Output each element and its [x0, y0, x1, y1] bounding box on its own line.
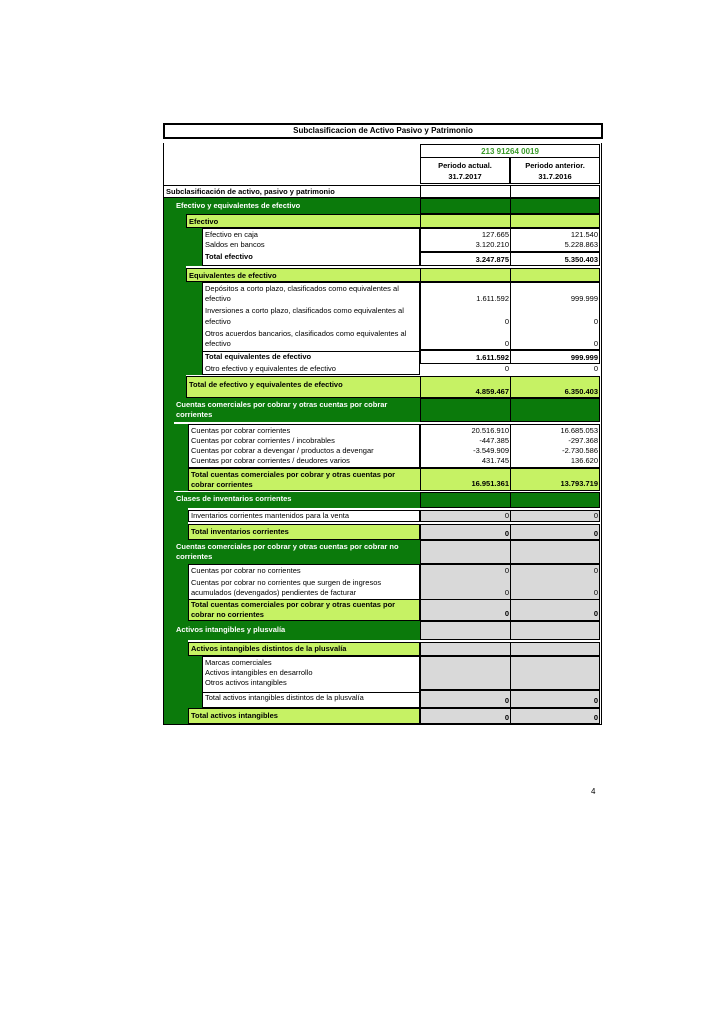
efe-title-cell-a	[420, 198, 511, 214]
ccc-row-0-a: 20.516.910	[471, 426, 509, 435]
ccc-row-1-label: Cuentas por cobrar corrientes / incobrables	[191, 436, 335, 445]
intang-title-cell-a	[420, 621, 511, 640]
equiv-inv-label-2: efectivo	[205, 317, 231, 326]
intang-items-cell-a	[420, 656, 511, 690]
ccc-total-a: 16.951.361	[471, 479, 509, 488]
equiv-otro-label: Otro efectivo y equivalentes de efectivo	[205, 364, 336, 373]
equiv-green-bar	[186, 282, 202, 375]
efe-total-b: 6.350.403	[564, 387, 598, 396]
intang-sub-title-cell-a	[420, 642, 511, 656]
ccc-total-line-2: cobrar corrientes	[191, 480, 253, 489]
efectivo-green-bar	[186, 228, 202, 266]
inv-green-bar	[174, 508, 188, 540]
inv-title: Clases de inventarios corrientes	[174, 492, 600, 508]
efectivo-bancos-b: 5.228.863	[564, 240, 598, 249]
ccnc-title-cell-a	[420, 540, 511, 564]
ccnc-total	[188, 599, 420, 621]
equiv-dep-label-1: Depósitos a corto plazo, clasificados como equivalentes al	[205, 284, 399, 293]
column-header	[420, 144, 600, 184]
ccnc-title-cell-b	[510, 540, 600, 564]
ccnc-row2-label-1: Cuentas por cobrar no corrientes que surgen de ingresos	[191, 578, 382, 587]
equiv-otro-b: 0	[593, 364, 598, 373]
intang-sub-title: Activos intangibles distintos de la plusvalía	[188, 642, 420, 656]
ccnc-title	[174, 540, 420, 564]
inv-title-cell-b	[510, 492, 600, 508]
efectivo-total-b: 5.350.403	[564, 255, 598, 264]
page-number: 4	[591, 787, 596, 796]
efectivo-total-a: 3.247.875	[475, 255, 509, 264]
intang-total-b: 0	[593, 713, 598, 722]
efectivo-total-label: Total efectivo	[205, 252, 253, 261]
current-period-label: Periodo actual.	[438, 161, 492, 170]
ccnc-row2-label-2: acumulados (devengados) pendientes de facturar	[191, 588, 357, 597]
equiv-inv-label-1: Inversiones a corto plazo, clasificados como equivalentes al	[205, 306, 404, 315]
intang-total-a: 0	[504, 713, 509, 722]
intang-items-cell-b	[510, 656, 600, 690]
ccnc-row1-b: 0	[593, 566, 598, 575]
ccnc-total-line-2: cobrar no corrientes	[191, 610, 264, 619]
ccc-row-2-b: -2.730.586	[562, 446, 598, 455]
ccc-total-line-1: Total cuentas comerciales por cobrar y otras cuentas por	[191, 470, 396, 479]
intang-green-bar	[174, 640, 188, 724]
ccc-title-line-2: corrientes	[176, 410, 213, 419]
intang-title-cell-b	[510, 621, 600, 640]
previous-period-date: 31.7.2016	[538, 172, 572, 181]
inv-total-label: Total inventarios corrientes	[188, 524, 420, 540]
equiv-otr-label-1: Otros acuerdos bancarios, clasificados como equivalentes al	[205, 329, 407, 338]
ccnc-row2-a: 0	[504, 588, 509, 597]
outer-green-bar	[164, 198, 174, 724]
equiv-inv-b: 0	[593, 317, 598, 326]
ccnc-row1-label: Cuentas por cobrar no corrientes	[191, 566, 301, 575]
efectivo-bancos-a: 3.120.210	[475, 240, 509, 249]
equiv-inv-a: 0	[504, 317, 509, 326]
equiv-total-a: 1.611.592	[476, 353, 509, 362]
equiv-total-label: Total equivalentes de efectivo	[203, 351, 419, 362]
ccc-total-b: 13.793.719	[560, 479, 598, 488]
ccnc-row2-b: 0	[593, 588, 598, 597]
efe-total-label: Total de efectivo y equivalentes de efectivo	[186, 376, 600, 398]
intang-sub-title-cell-b	[510, 642, 600, 656]
equiv-otro-a: 0	[504, 364, 509, 373]
efe-green-bar	[174, 214, 186, 398]
equiv-otr-b: 0	[593, 339, 598, 348]
ccc-row-1-a: -447.385	[479, 436, 509, 445]
intang-item-2: Otros activos intangibles	[205, 678, 287, 687]
ccc-row-3-b: 136.620	[570, 456, 598, 465]
entity-id: 213 91264 0019	[420, 144, 600, 158]
equiv-dep-a: 1.611.592	[476, 294, 509, 303]
ccc-title-cell-a	[420, 398, 511, 422]
previous-period-header	[510, 158, 600, 184]
ccc-title-line-1: Cuentas comerciales por cobrar y otras cuentas por cobrar	[176, 400, 388, 409]
efe-total-a: 4.859.467	[475, 387, 509, 396]
ccc-row-3-label: Cuentas por cobrar corrientes / deudores varios	[191, 456, 350, 465]
inv-row-b: 0	[593, 511, 598, 520]
equiv-total-b: 999.999	[570, 353, 598, 362]
inv-row-label: Inventarios corrientes mantenidos para la venta	[188, 510, 420, 522]
ccc-row-3-a: 431.745	[481, 456, 509, 465]
ccc-row-0-label: Cuentas por cobrar corrientes	[191, 426, 291, 435]
ccc-row-2-a: -3.549.909	[473, 446, 509, 455]
equiv-title: Equivalentes de efectivo	[186, 268, 600, 282]
ccnc-title-line-1: Cuentas comerciales por cobrar y otras cuentas por cobrar no	[176, 542, 399, 551]
report-title: Subclasificacion de Activo Pasivo y Patrimonio	[163, 123, 603, 139]
section-title-cell-b	[510, 185, 600, 198]
ccc-row-0-b: 16.685.053	[560, 426, 598, 435]
intang-sub-total-a: 0	[504, 696, 509, 705]
efectivo-caja-b: 121.540	[570, 230, 598, 239]
inv-title-cell-a	[420, 492, 511, 508]
section-title: Subclasificación de activo, pasivo y patrimonio	[164, 185, 420, 198]
intang-title: Activos intangibles y plusvalía	[174, 621, 600, 640]
inv-total-a: 0	[504, 529, 509, 538]
ccnc-title-line-2: corrientes	[176, 552, 213, 561]
inv-total-b: 0	[593, 529, 598, 538]
current-period-header	[420, 158, 510, 184]
efectivo-title: Efectivo	[186, 214, 600, 228]
ccc-green-bar	[174, 424, 188, 491]
efectivo-caja-a: 127.665	[481, 230, 509, 239]
ccc-row-1-b: -297.368	[568, 436, 598, 445]
efectivo-caja-label: Efectivo en caja	[205, 230, 258, 239]
intang-item-1: Activos intangibles en desarrollo	[205, 668, 313, 677]
equiv-otr-label-2: efectivo	[205, 339, 231, 348]
equiv-otr-a: 0	[504, 339, 509, 348]
ccnc-total-b: 0	[593, 609, 598, 618]
ccc-title-cell-b	[510, 398, 600, 422]
ccnc-green-bar	[174, 564, 188, 621]
ccnc-row1-a: 0	[504, 566, 509, 575]
equiv-dep-label-2: efectivo	[205, 294, 231, 303]
intang-sub-green-bar	[188, 656, 202, 708]
efe-title: Efectivo y equivalentes de efectivo	[174, 198, 600, 214]
intang-item-0: Marcas comerciales	[205, 658, 272, 667]
ccc-row-2-label: Cuentas por cobrar a devengar / productos a devengar	[191, 446, 374, 455]
section-title-cell-a	[420, 185, 511, 198]
intang-sub-total-b: 0	[593, 696, 598, 705]
intang-total-label: Total activos intangibles	[188, 708, 420, 724]
equiv-dep-b: 999.999	[570, 294, 598, 303]
efe-title-cell-b	[510, 198, 600, 214]
intang-sub-total-label: Total activos intangibles distintos de la plusvalía	[203, 692, 419, 702]
efectivo-bancos-label: Saldos en bancos	[205, 240, 265, 249]
previous-period-label: Periodo anterior.	[525, 161, 585, 170]
ccnc-total-a: 0	[504, 609, 509, 618]
current-period-date: 31.7.2017	[448, 172, 482, 181]
inv-row-a: 0	[504, 511, 509, 520]
efectivo-title-cell-a	[420, 214, 511, 228]
ccnc-total-line-1: Total cuentas comerciales por cobrar y otras cuentas por	[191, 600, 396, 609]
equiv-title-cell-a	[420, 268, 511, 282]
